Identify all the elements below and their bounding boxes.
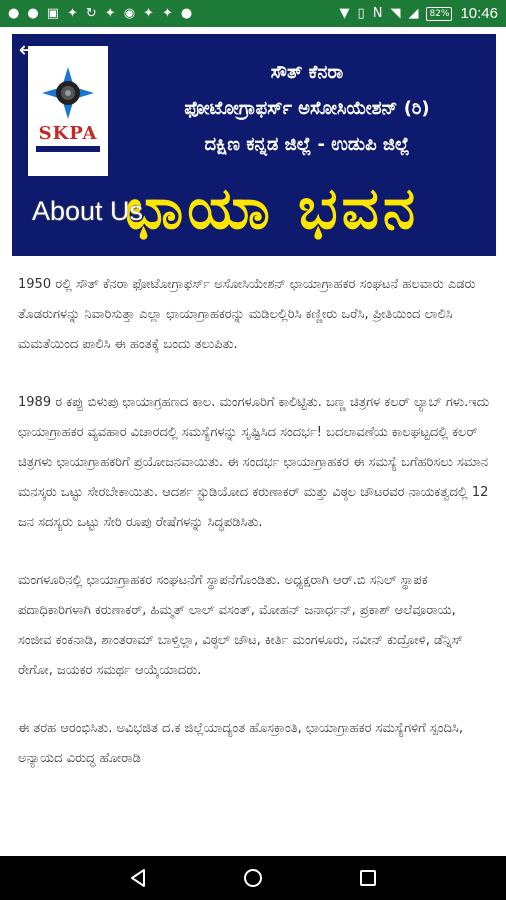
image-icon: ▣ [46,6,59,21]
whatsapp-icon: ● [180,6,193,21]
paragraph: 1989 ರ ಕಪ್ಪು ಬಿಳುಪು ಛಾಯಾಗ್ರಹಣದ ಕಾಲ. ಮಂಗಳೂರಿಗೆ ಕಾಲಿಟ್ಟಿತು. ಬಣ್ಣ ಚಿತ್ರಗಳ ಕಲರ್ ಲ್ಯಾಬ್ ಗಳು.ಇದು ಛಾಯಾಗ್ರಾಹಕರ ವ್ಯವಹಾರ ವಿಚಾರದಲ್ಲಿ ಸಮಸ್ಯೆಗಳನ್ನು ಸೃಷ್ಟಿಸಿದ ಸಂದರ್ಭ! ಬದಲಾವಣೆಯ ಕಾಲಘಟ್ಟದಲ್ಲಿ ಕಲರ್ ಚಿತ್ರಗಳು ಛಾಯಾಗ್ರಾಹಕರಿಗೆ ಪ್ರಯೋಜನವಾಯಿತು. ಈ ಸಂದರ್ಭ ಛಾಯಾಗ್ರಾಹಕರ ಈ ಸಮಸ್ಯೆ ಬಗೆಹರಿಸಲು ಸಮಾನ ಮನಸ್ಕರು ಒಟ್ಟು ಸೇರಬೇಕಾಯಿತು. ಆದರ್ಶ ಸ್ಟುಡಿಯೋದ ಕರುಣಾಕರ್ ಮತ್ತು ವಿಠ್ಠಲ ಚೌಟರವರ ನಾಯಕತ್ವದಲ್ಲಿ 12 ಜನ ಸದಸ್ಯರು ಒಟ್ಟು ಸೇರಿ ರೂಪು ರೇಷೆಗಳನ್ನು ಸಿದ್ಧಪಡಿಸಿತು. [18,395,490,530]
location-icon: ▼ [339,6,350,21]
logo-text: SKPA [38,122,98,144]
back-icon[interactable] [124,864,152,892]
paragraph: ಈ ತರಹ ಆರಂಭಿಸಿತು. ಅವಿಭಜಿತ ದ.ಕ ಜಿಲ್ಲೆಯಾದ್ಯಂತ ಹೊಸಕ್ರಾಂತಿ, ಛಾಯಾಗ್ರಾಹಕರ ಸಮಸ್ಯೆಗಳಿಗೆ ಸ್ಪಂದಿಸಿ, ಅನ್ಯಾಯದ ವಿರುದ್ಧ ಹೋರಾಡಿ [18,721,463,766]
wifi-icon: ◥ [390,6,401,21]
association-logo [28,46,108,176]
usb-icon: ✦ [66,6,78,21]
banner-title: ಛಾಯಾ ಭವನ [124,174,420,242]
about-content [18,270,492,854]
usb-icon: ✦ [161,6,173,21]
banner-line-3: ದಕ್ಷಿಣ ಕನ್ನಡ ಜಿಲ್ಲೆ - ಉಡುಪಿ ಜಿಲ್ಲೆ [204,134,410,155]
recents-icon[interactable] [354,864,382,892]
logo-underline [36,146,100,152]
banner-line-1: ಸೌತ್ ಕೆನರಾ [270,62,344,83]
clock: 10:46 [460,5,498,22]
whatsapp-icon: ● [27,6,39,21]
system-icons [340,5,498,22]
back-arrow-icon[interactable]: ← [18,37,38,63]
page-title: About Us [32,196,144,226]
paragraph: 1950 ರಲ್ಲಿ ಸೌತ್ ಕೆನರಾ ಫೋಟೋಗ್ರಾಫರ್ಸ್ ಅಸೋಸಿಯೇಶನ್ ಛಾಯಾಗ್ರಾಹಕರ ಸಂಘಟನೆ ಹಲವಾರು ಎಡರು ತೊಡರುಗಳನ್ನು ನಿವಾರಿಸುತ್ತಾ ಎಲ್ಲಾ ಛಾಯಾಗ್ರಾಹಕರನ್ನು ಮಡಿಲಲ್ಲಿರಿಸಿ ಕಣ್ಣೀರು ಒರೆಸಿ, ಪ್ರೀತಿಯಿಂದ ಲಾಲಿಸಿ ಮಮತೆಯಿಂದ ಪಾಲಿಸಿ ಈ ಹಂತಕ್ಕೆ ಬಂದು ತಲುಪಿತು. [18,277,476,352]
usb-icon: ✦ [104,6,116,21]
whatsapp-icon: ● [8,6,20,21]
signal-icon: ◢ [408,6,419,21]
navigation-bar [0,856,506,900]
notification-icons [8,7,192,20]
home-icon[interactable] [239,864,267,892]
nfc-icon: N [372,6,383,21]
paragraph: ಮಂಗಳೂರಿನಲ್ಲಿ ಛಾಯಾಗ್ರಾಹಕರ ಸಂಘಟನೆಗೆ ಸ್ಥಾಪನೆಗೊಂಡಿತು. ಅಧ್ಯಕ್ಷರಾಗಿ ಆರ್.ಬಿ ಸನಿಲ್ ಸ್ಥಾಪಕ ಪದಾಧಿಕಾರಿಗಳಾಗಿ ಕರುಣಾಕರ್, ಹಿಮ್ಮತ್ ಲಾಲ್ ವಸಂತ್, ಮೋಹನ್ ಜನಾರ್ಧನ್, ಪ್ರಕಾಶ್ ಆಲೆವೂರಾಯ, ಸಂಜೀವ ಕಂಕನಾಡಿ, ಶಾಂತರಾಮ್ ಬಾಳ್ತಿಲ್ಲಾ, ವಿಠ್ಠಲ್ ಚೌಟ, ಕೀರ್ತಿ ಮಂಗಳೂರು, ನವೀನ್ ಕುದ್ರೋಳಿ, ಡೆನ್ನಿಸ್ ರೇಗೋ, ಜಯಕರ ಸಮರ್ಥ ಆಯ್ಕೆಯಾದರು. [18,573,463,678]
banner-line-2: ಫೋಟೋಗ್ರಾಫರ್ಸ್ ಅಸೋಸಿಯೇಶನ್ (ರಿ) [184,98,430,119]
sync-icon: ↻ [85,6,97,21]
camera-star-icon [40,65,96,121]
football-icon: ◉ [123,6,136,21]
vibrate-icon: ▯ [357,6,365,21]
status-bar [0,0,506,27]
battery-indicator: 82% [426,7,452,21]
usb-icon: ✦ [143,6,154,21]
